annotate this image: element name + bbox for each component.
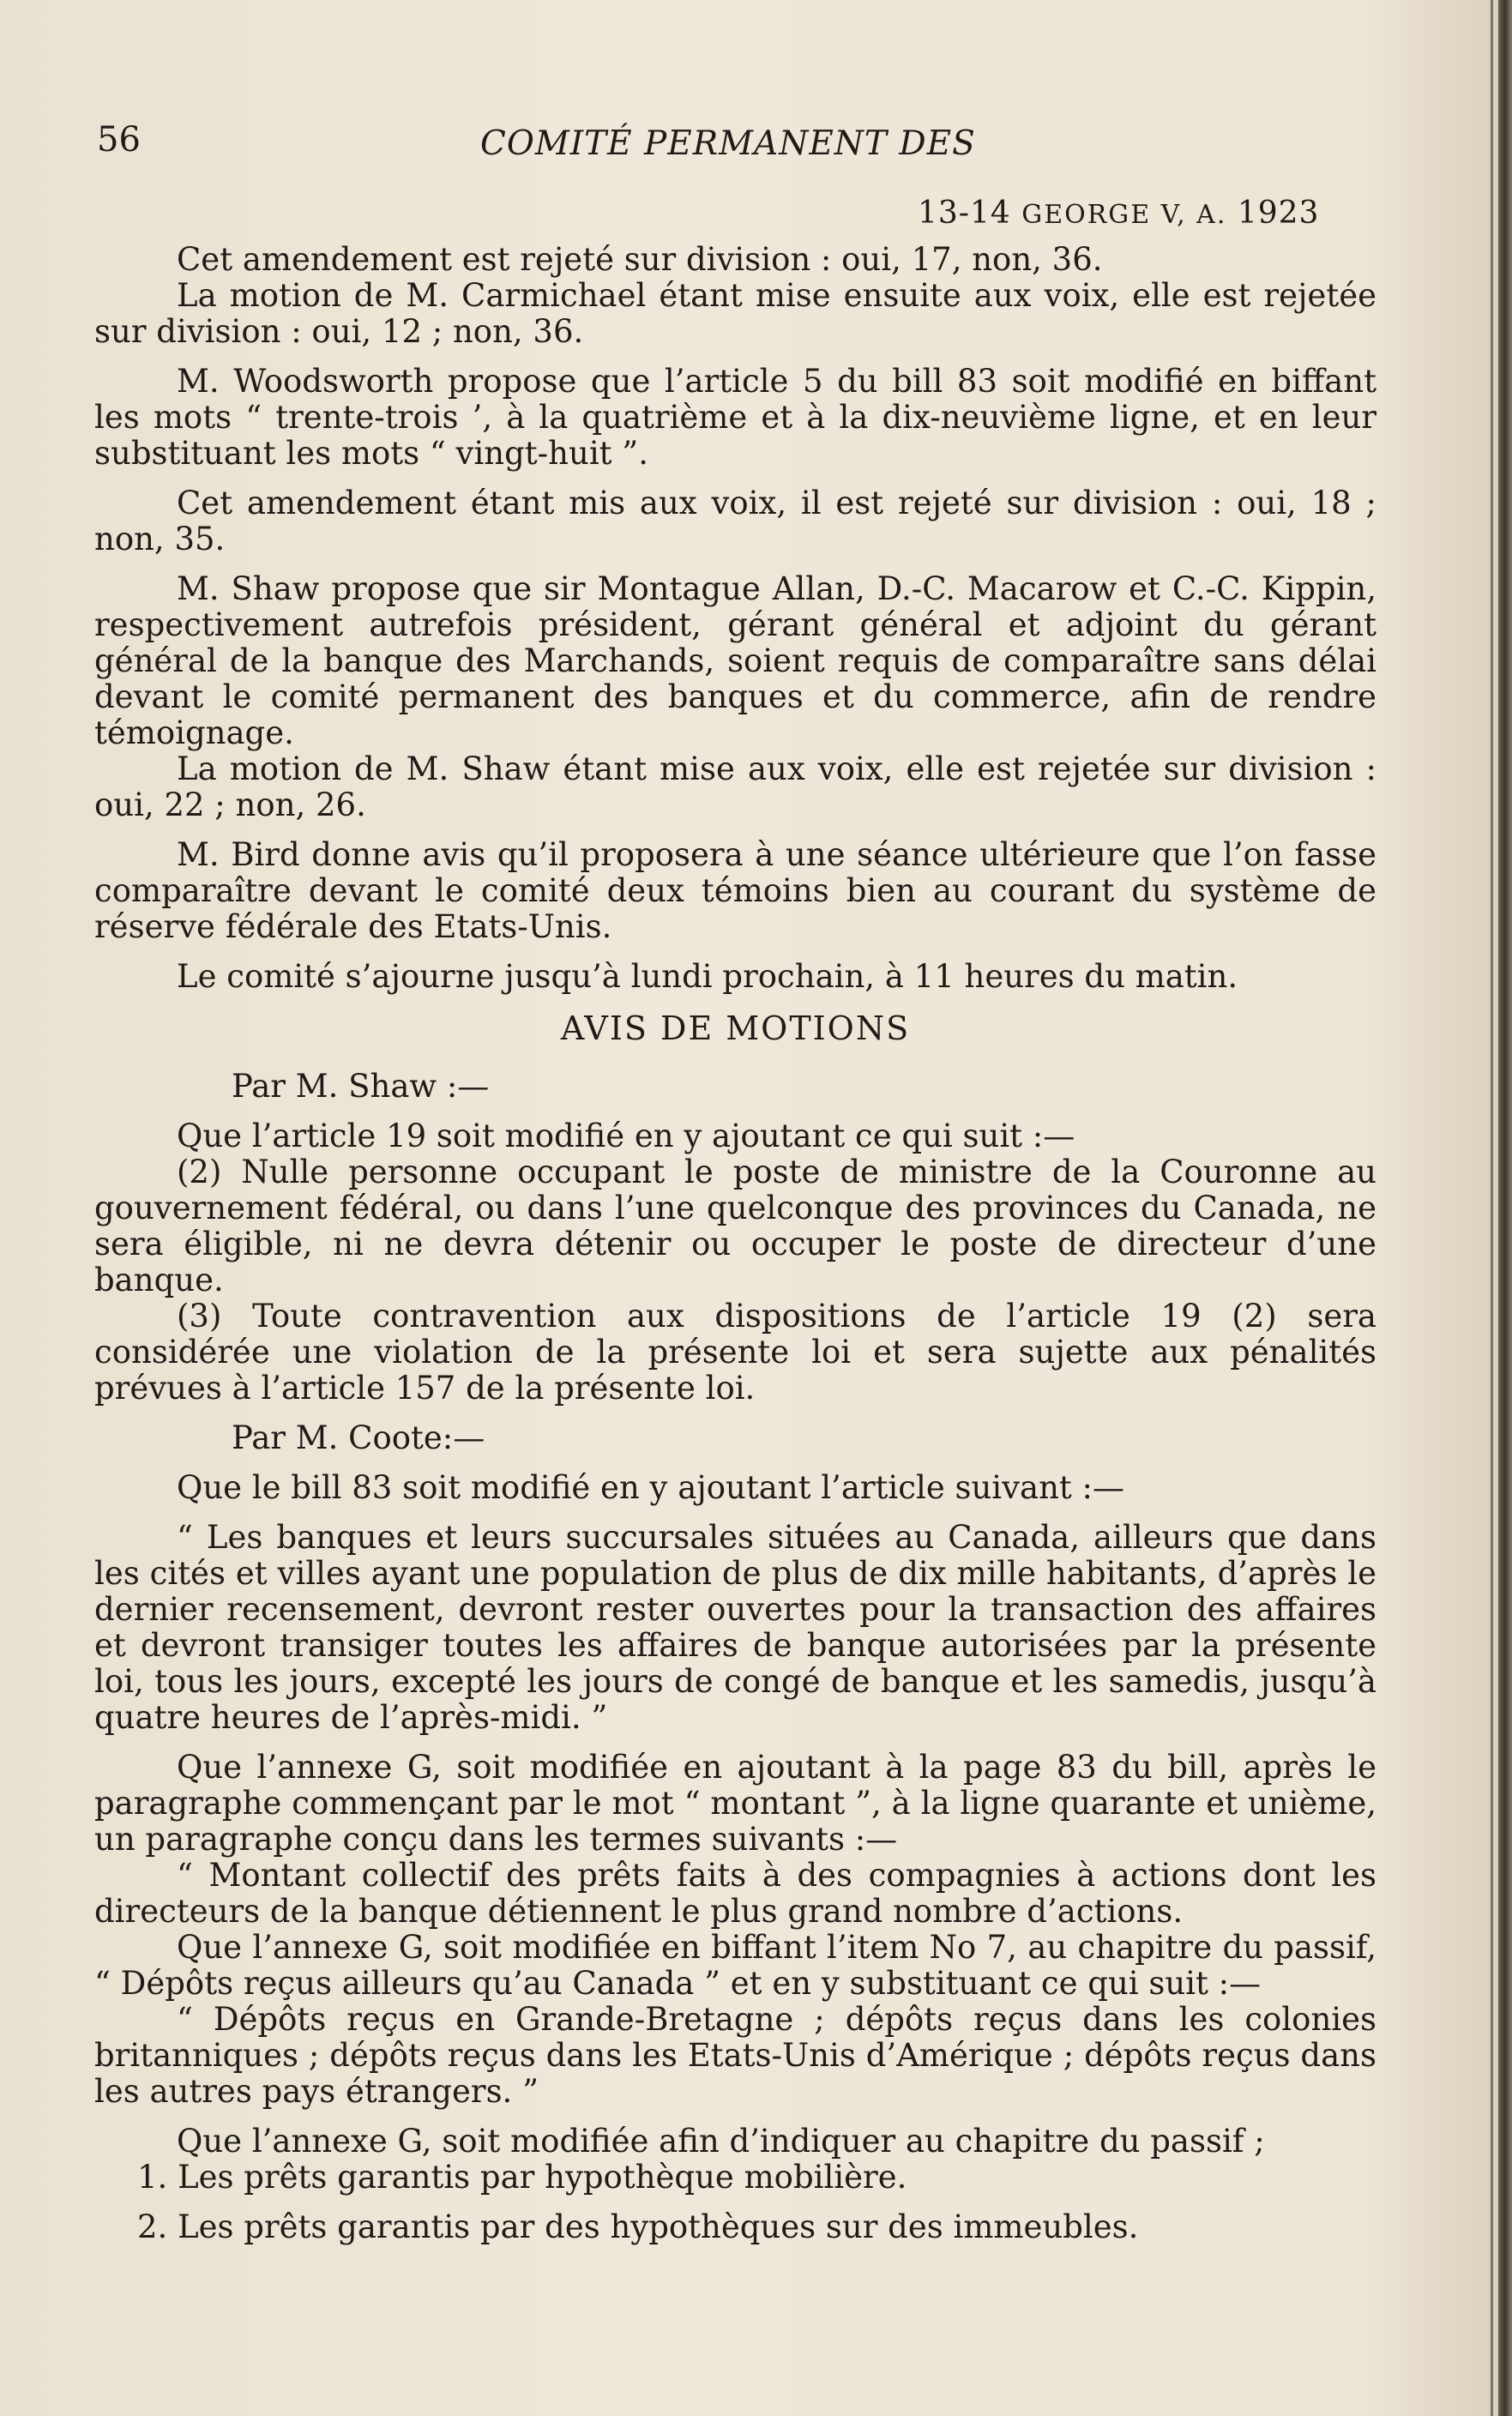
page-edge <box>1498 0 1512 2416</box>
page-number: 56 <box>97 120 141 160</box>
list-item: 2. Les prêts garantis par des hypothèques sur des immeubles. <box>137 2208 1139 2245</box>
paragraph: M. Woodsworth propose que l’article 5 du bill 83 soit modifié en biffant les mots “ trente-trois ’, à la quatrième et à la dix-neuvième ligne, et en leur substituant les mots “ vingt-huit ”. <box>94 363 1376 472</box>
motion-article: “ Les banques et leurs succursales situées au Canada, ailleurs que dans les cités et villes ayant une population de plus de dix mille habitants, d’après le dernier recensement, devront rester ouvertes pour la transaction des affaires et devront transiger toutes les affaires de banque autorisées par la présente loi, tous les jours, excepté les jours de congé de banque et les samedis, jusqu’à quatre heures de l’après-midi. ” <box>94 1519 1376 1736</box>
motion-intro: Que le bill 83 soit modifié en y ajoutant l’article suivant :— <box>177 1469 1125 1506</box>
annex-quote: “ Dépôts reçus en Grande-Bretagne ; dépôts reçus dans les colonies britanniques ; dépôts reçus dans les Etats-Unis d’Amérique ; dépôts reçus dans les autres pays étrangers. ” <box>94 2001 1376 2110</box>
motion-by-shaw: Par M. Shaw :— <box>232 1068 490 1105</box>
annex-quote: “ Montant collectif des prêts faits à des compagnies à actions dont les directeurs de la banque détiennent le plus grand nombre d’actions. <box>94 1857 1376 1930</box>
motion-clause: (3) Toute contravention aux dispositions de l’article 19 (2) sera considérée une violation de la présente loi et sera sujette aux pénalités prévues à l’article 157 de la présente loi. <box>94 1298 1376 1407</box>
paragraph: M. Shaw propose que sir Montague Allan, D.-C. Macarow et C.-C. Kippin, respectivement autrefois président, gérant général et adjoint du gérant général de la banque des Marchands, soient requis de comparaître sans délai devant le comité permanent des banques et du commerce, afin de rendre témoignage. <box>94 570 1376 751</box>
session-year: 1923 <box>1237 196 1320 231</box>
session-main: 13-14 <box>918 196 1011 231</box>
paragraph: Cet amendement est rejeté sur division : oui, 17, non, 36. <box>177 241 1103 278</box>
section-heading: AVIS DE MOTIONS <box>560 1009 911 1047</box>
annex-amendment: Que l’annexe G, soit modifiée afin d’indiquer au chapitre du passif ; <box>177 2123 1265 2160</box>
paragraph: Cet amendement étant mis aux voix, il est rejeté sur division : oui, 18 ; non, 35. <box>94 485 1376 557</box>
running-title: COMITÉ PERMANENT DES <box>480 124 976 163</box>
session-small: GEORGE V, A. <box>1021 200 1227 230</box>
motion-intro: Que l’article 19 soit modifié en y ajoutant ce qui suit :— <box>177 1118 1075 1154</box>
motion-by-coote: Par M. Coote:— <box>232 1419 485 1456</box>
annex-amendment: Que l’annexe G, soit modifiée en biffant l’item No 7, au chapitre du passif, “ Dépôts reçus ailleurs qu’au Canada ” et en y substituant ce qui suit :— <box>94 1929 1376 2002</box>
session-line <box>918 196 1319 231</box>
paragraph: La motion de M. Carmichael étant mise ensuite aux voix, elle est rejetée sur division : oui, 12 ; non, 36. <box>94 277 1376 350</box>
motion-clause: (2) Nulle personne occupant le poste de ministre de la Couronne au gouvernement fédéral, ou dans l’une quelconque des provinces du Canada, ne sera éligible, ni ne devra détenir ou occuper le poste de directeur d’une banque. <box>94 1154 1376 1298</box>
paragraph: M. Bird donne avis qu’il proposera à une séance ultérieure que l’on fasse comparaître devant le comité deux témoins bien au courant du système de réserve fédérale des Etats-Unis. <box>94 836 1376 945</box>
binding-shadow <box>1491 0 1493 2416</box>
list-item: 1. Les prêts garantis par hypothèque mobilière. <box>137 2159 907 2196</box>
paragraph: La motion de M. Shaw étant mise aux voix, elle est rejetée sur division : oui, 22 ; non, 26. <box>94 750 1376 823</box>
annex-amendment: Que l’annexe G, soit modifiée en ajoutant à la page 83 du bill, après le paragraphe commençant par le mot “ montant ”, à la ligne quarante et unième, un paragraphe conçu dans les termes suivants :— <box>94 1749 1376 1858</box>
paragraph: Le comité s’ajourne jusqu’à lundi prochain, à 11 heures du matin. <box>177 958 1238 995</box>
page-header <box>0 120 1512 172</box>
page-body <box>94 242 1376 2259</box>
